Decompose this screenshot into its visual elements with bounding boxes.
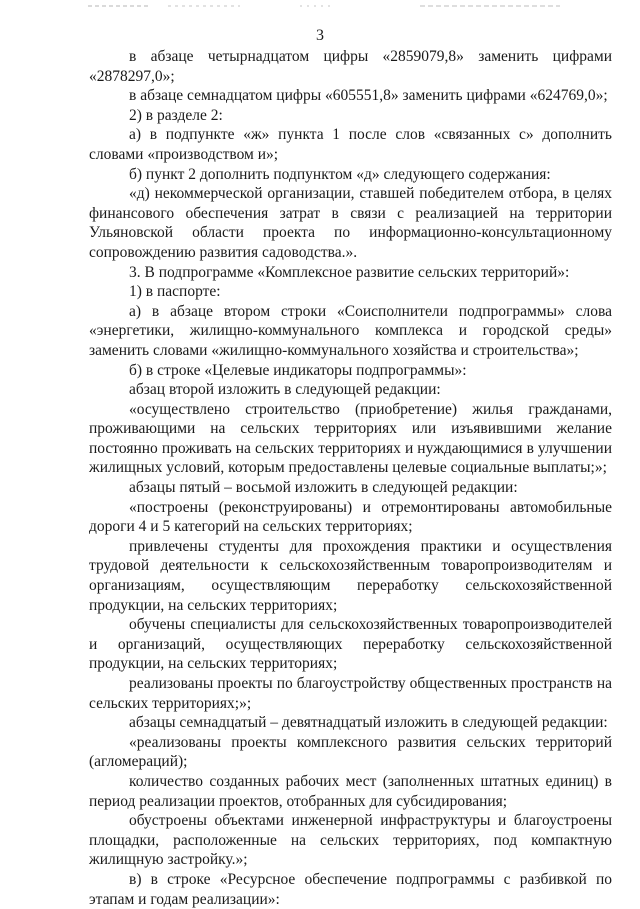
paragraph: обучены специалисты для сельскохозяйственных товаропроизводителей и организаций, осуществляющих переработку сельскохозяйственной продукции, на сельских территориях; [89, 616, 612, 673]
paragraph: 2) в разделе 2: [129, 106, 223, 124]
scan-artifact-marks [0, 0, 640, 12]
paragraph: обустроены объектами инженерной инфраструктуры и благоустроены площадки, расположенные на сельских территориях, под компактную жилищную застройку.»; [89, 812, 612, 869]
page-number: 3 [316, 27, 324, 44]
paragraph: абзацы семнадцатый – девятнадцатый изложить в следующей редакции: [129, 714, 608, 732]
paragraph: реализованы проекты по благоустройству общественных пространств на сельских территориях;»; [89, 675, 612, 712]
paragraph: в абзаце семнадцатом цифры «605551,8» заменить цифрами «624769,0»; [129, 87, 608, 105]
paragraph: «построены (реконструированы) и отремонтированы автомобильные дороги 4 и 5 категорий на сельских территориях; [89, 498, 612, 536]
paragraph: «д) некоммерческой организации, ставшей победителем отбора, в целях финансового обеспечения затрат в связи с реализацией на территории Ульяновской области проекта по информационно-консультационному сопровождению развития садоводства.». [89, 185, 612, 261]
paragraph: абзац второй изложить в следующей редакции: [129, 381, 441, 399]
paragraph: абзацы пятый – восьмой изложить в следующей редакции: [129, 479, 518, 497]
paragraph: в) в строке «Ресурсное обеспечение подпрограммы с разбивкой по этапам и годам реализации»: [89, 870, 612, 908]
paragraph: а) в абзаце втором строки «Соисполнители подпрограммы» слова «энергетики, жилищно-коммунального комплекса и городской среды» заменить словами «жилищно-коммунального хозяйства и строительства»; [89, 302, 612, 359]
paragraph: «реализованы проекты комплексного развития сельских территорий (агломераций); [89, 733, 612, 771]
paragraph: а) в подпункте «ж» пункта 1 после слов «связанных с» дополнить словами «производством и»; [89, 126, 612, 163]
document-body [89, 47, 612, 909]
paragraph: 1) в паспорте: [129, 283, 221, 301]
paragraph: б) пункт 2 дополнить подпунктом «д» следующего содержания: [129, 165, 551, 183]
section-heading: 3. В подпрограмме «Комплексное развитие сельских территорий»: [129, 263, 570, 281]
paragraph: количество созданных рабочих мест (заполненных штатных единиц) в период реализации проектов, отобранных для субсидирования; [89, 772, 612, 810]
paragraph: б) в строке «Целевые индикаторы подпрограммы»: [129, 361, 467, 379]
paragraph: привлечены студенты для прохождения практики и осуществления трудовой деятельности к сельскохозяйственным товаропроизводителям и организациям, осуществляющим переработку сельскохозяйственной продукции, на сельских территориях; [89, 537, 612, 614]
paragraph: в абзаце четырнадцатом цифры «2859079,8» заменить цифрами «2878297,0»; [89, 48, 612, 85]
paragraph: «осуществлено строительство (приобретение) жилья гражданами, проживающими на сельских территориях или изъявившими желание постоянно проживать на сельских территориях и нуждающимися в улучшении жилищных условий, которым предоставлены целевые социальные выплаты;»; [89, 400, 612, 477]
